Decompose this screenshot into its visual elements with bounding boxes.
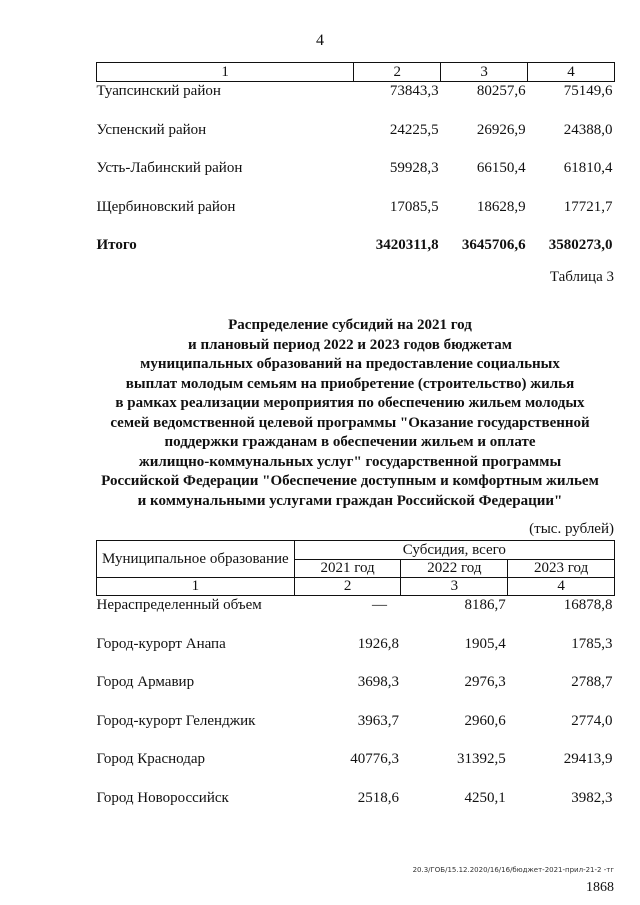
table-row bbox=[97, 789, 615, 828]
value-cell: 66150,4 bbox=[476, 160, 526, 176]
column-number: 2 bbox=[294, 578, 401, 596]
value-cell: 29413,9 bbox=[563, 751, 613, 767]
value-cell: 17085,5 bbox=[389, 198, 439, 215]
subsidy-table bbox=[96, 540, 615, 827]
total-value: 3580273,0 bbox=[548, 237, 613, 253]
column-header-subsidy: Субсидия, всего bbox=[294, 541, 614, 560]
heading-line: муниципальных образований на предоставление социальных bbox=[140, 356, 560, 372]
page-number: 4 bbox=[316, 32, 324, 49]
value-cell: 2976,3 bbox=[464, 674, 506, 690]
table-heading bbox=[60, 316, 640, 511]
value-cell: 18628,9 bbox=[476, 198, 526, 215]
value-cell: 75149,6 bbox=[563, 83, 613, 99]
document-number: 1868 bbox=[586, 880, 614, 895]
district-name: Успенский район bbox=[96, 121, 207, 138]
table-label: Таблица 3 bbox=[549, 269, 614, 285]
total-label: Итого bbox=[96, 237, 137, 253]
value-cell: 3698,3 bbox=[357, 674, 399, 690]
municipality-name: Нераспределенный объем bbox=[96, 597, 262, 613]
value-cell: 24225,5 bbox=[389, 121, 439, 138]
column-number: 1 bbox=[97, 578, 295, 596]
value-cell: 1905,4 bbox=[464, 635, 506, 652]
value-cell: 2960,6 bbox=[464, 712, 506, 729]
heading-line: семей ведомственной целевой программы "Оказание государственной bbox=[110, 414, 590, 431]
value-cell: 61810,4 bbox=[563, 160, 613, 176]
column-header-municipality: Муниципальное образование bbox=[97, 541, 295, 578]
heading-line: жилищно-коммунальных услуг" государственной программы bbox=[138, 453, 562, 470]
table-row bbox=[97, 198, 615, 237]
value-cell: 80257,6 bbox=[476, 83, 526, 99]
district-name: Щербиновский район bbox=[96, 198, 236, 215]
value-cell: 31392,5 bbox=[456, 751, 506, 767]
heading-line: Распределение субсидий на 2021 год bbox=[228, 317, 472, 333]
table-header-row bbox=[97, 63, 615, 82]
municipality-name: Город Краснодар bbox=[96, 751, 206, 767]
table-row bbox=[97, 635, 615, 674]
column-number: 1 bbox=[97, 63, 354, 82]
column-number: 3 bbox=[441, 63, 528, 82]
municipality-name: Город Новороссийск bbox=[96, 789, 229, 806]
table-row bbox=[97, 712, 615, 751]
district-name: Туапсинский район bbox=[96, 83, 221, 99]
value-cell: 2788,7 bbox=[571, 674, 613, 690]
total-value: 3420311,8 bbox=[375, 237, 439, 253]
value-cell: 40776,3 bbox=[350, 751, 399, 767]
municipality-name: Город-курорт Геленджик bbox=[96, 712, 256, 729]
value-cell: 1926,8 bbox=[357, 635, 399, 652]
column-number: 4 bbox=[508, 578, 615, 596]
column-header-year: 2022 год bbox=[401, 560, 508, 578]
heading-line: выплат молодым семьям на приобретение (строительство) жилья bbox=[125, 375, 575, 392]
table-row bbox=[97, 82, 615, 121]
column-number: 4 bbox=[528, 63, 615, 82]
value-cell: 73843,3 bbox=[389, 83, 439, 99]
municipality-name: Город-курорт Анапа bbox=[96, 635, 226, 652]
units-label: (тыс. рублей) bbox=[529, 521, 614, 537]
value-cell: 59928,3 bbox=[389, 160, 439, 176]
table-row bbox=[97, 673, 615, 712]
value-cell: 16878,8 bbox=[563, 597, 613, 613]
table-row bbox=[97, 121, 615, 160]
value-cell: 1785,3 bbox=[571, 635, 613, 652]
heading-line: поддержки гражданам в обеспечении жильем и оплате bbox=[164, 434, 536, 450]
heading-line: Российской Федерации "Обеспечение доступным и комфортным жильем bbox=[101, 473, 599, 489]
heading-line: в рамках реализации мероприятия по обеспечению жильем молодых bbox=[115, 395, 585, 411]
document-code: 20.3/ГОБ/15.12.2020/16/16/бюджет-2021-прил-21-2 -тг bbox=[412, 866, 614, 874]
heading-line: и коммунальными услугами граждан Российской Федерации" bbox=[137, 492, 563, 509]
table-row bbox=[97, 596, 615, 635]
value-cell: 17721,7 bbox=[563, 198, 613, 215]
column-header-year: 2023 год bbox=[508, 560, 615, 578]
value-cell: 3982,3 bbox=[571, 789, 613, 806]
continuation-table bbox=[96, 62, 615, 275]
value-cell: 4250,1 bbox=[464, 789, 506, 806]
value-cell: 26926,9 bbox=[476, 121, 526, 138]
district-name: Усть-Лабинский район bbox=[96, 160, 243, 176]
value-cell: 8186,7 bbox=[464, 597, 506, 613]
column-header-year: 2021 год bbox=[294, 560, 401, 578]
total-row bbox=[97, 236, 615, 275]
municipality-name: Город Армавир bbox=[96, 674, 195, 690]
total-value: 3645706,6 bbox=[461, 237, 526, 253]
table-row bbox=[97, 750, 615, 789]
column-number: 3 bbox=[401, 578, 508, 596]
value-cell: 2774,0 bbox=[571, 712, 613, 729]
heading-line: и плановый период 2022 и 2023 годов бюджетам bbox=[188, 336, 512, 353]
value-cell: 3963,7 bbox=[357, 712, 399, 729]
table-header-row bbox=[97, 578, 615, 596]
column-number: 2 bbox=[354, 63, 441, 82]
value-cell: 24388,0 bbox=[563, 121, 613, 138]
value-cell: 2518,6 bbox=[357, 789, 399, 806]
table-header-row bbox=[97, 541, 615, 560]
value-cell: — bbox=[371, 597, 387, 613]
table-row bbox=[97, 159, 615, 198]
